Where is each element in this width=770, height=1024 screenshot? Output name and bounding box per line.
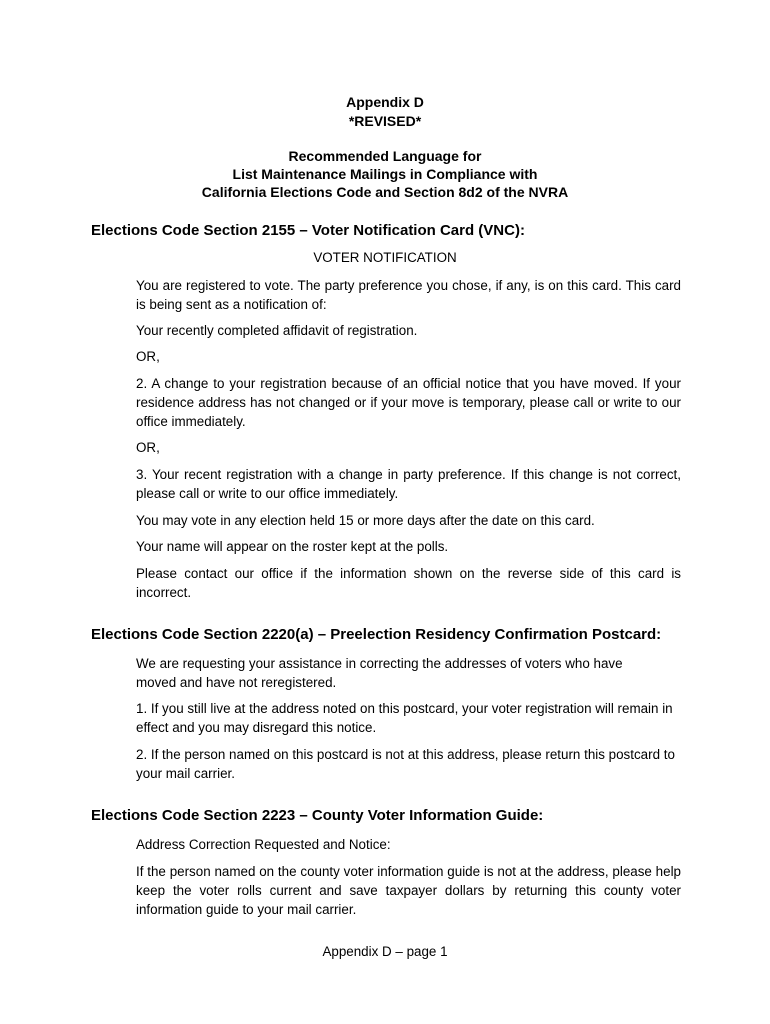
vnc-contact-note: Please contact our office if the information shown on the reverse side of this card is incorrect. <box>136 566 681 600</box>
section-2220-heading: Elections Code Section 2220(a) – Preelection Residency Confirmation Postcard: <box>91 626 662 643</box>
section-2223-heading: Elections Code Section 2223 – County Voter Information Guide: <box>91 807 544 824</box>
postcard-intro: We are requesting your assistance in correcting the addresses of voters who have moved and have not reregistered. <box>136 656 623 690</box>
vnc-item-2: 2. A change to your registration because of an official notice that you have moved. If your residence address has not changed or if your move is temporary, please call or write to our office immediately. <box>136 376 681 429</box>
vnc-card-title: VOTER NOTIFICATION <box>313 250 457 265</box>
subtitle-line-3: California Elections Code and Section 8d2 of the NVRA <box>201 184 569 200</box>
vnc-item-3: 3. Your recent registration with a change in party preference. If this change is not correct, please call or write to our office immediately. <box>136 467 681 501</box>
section-2155-heading: Elections Code Section 2155 – Voter Notification Card (VNC): <box>91 222 525 239</box>
revised-label: *REVISED* <box>348 113 422 129</box>
postcard-item-1: 1. If you still live at the address noted on this postcard, your voter registration will remain in effect and you may disregard this notice. <box>136 701 673 735</box>
vnc-or-2: OR, <box>136 440 160 455</box>
vnc-vote-note: You may vote in any election held 15 or more days after the date on this card. <box>136 513 595 528</box>
subtitle-line-1: Recommended Language for <box>288 148 482 164</box>
subtitle-line-2: List Maintenance Mailings in Compliance with <box>232 166 538 182</box>
page-footer: Appendix D – page 1 <box>322 944 448 959</box>
vnc-roster-note: Your name will appear on the roster kept at the polls. <box>136 539 449 554</box>
guide-label: Address Correction Requested and Notice: <box>136 837 391 852</box>
vnc-intro: You are registered to vote. The party preference you chose, if any, is on this card. This card is being sent as a notification of: <box>136 278 681 312</box>
vnc-or-1: OR, <box>136 349 160 364</box>
postcard-item-2: 2. If the person named on this postcard is not at this address, please return this postcard to your mail carrier. <box>136 747 675 781</box>
guide-body: If the person named on the county voter information guide is not at the address, please help keep the voter rolls current and save taxpayer dollars by returning this county voter information guide to your mail carrier. <box>136 864 681 917</box>
appendix-title: Appendix D <box>346 94 424 110</box>
vnc-item-1: Your recently completed affidavit of registration. <box>136 323 418 338</box>
